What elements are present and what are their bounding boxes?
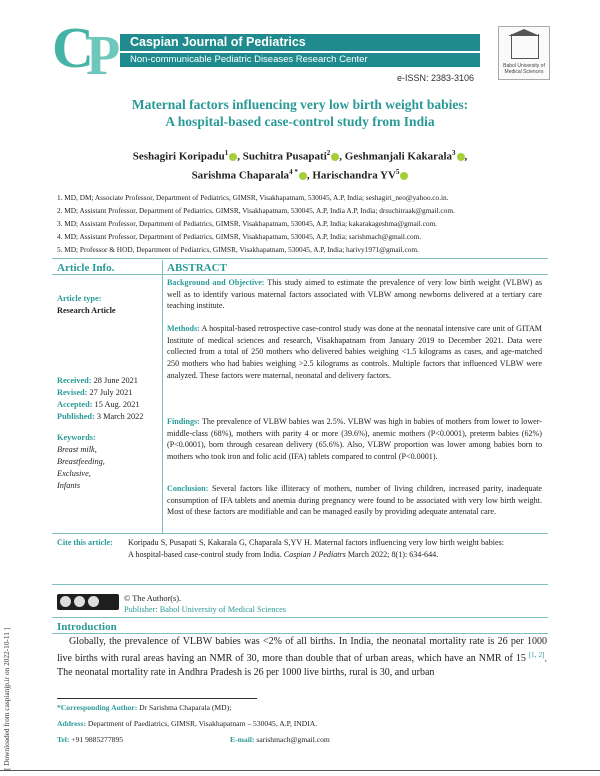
affiliation-4: 4. MD; Assistant Professor, Department of Pediatrics, GIMSR, Visakhapatnam, 530045, A.P, India; sarishmach@gmail.com. bbox=[57, 232, 422, 241]
column-divider bbox=[162, 260, 163, 533]
author-sup: 1 bbox=[224, 149, 229, 157]
corr-label: *Corresponding Author: bbox=[57, 703, 138, 712]
university-logo bbox=[498, 26, 550, 80]
corr-value: Dr Sarishma Chaparala (MD); bbox=[137, 703, 232, 712]
date-value: 3 March 2022 bbox=[94, 412, 144, 421]
date-revised bbox=[57, 388, 132, 397]
background-text: This study aimed to estimate the prevalence of very low birth weight (VLBW) as well as to identify various maternal factors associated with VLBW among newborns delivered at a tertiary care teaching institute. bbox=[167, 278, 543, 311]
article-type-value: Research Article bbox=[57, 306, 116, 315]
affiliation-5: 5. MD; Professor & HOD, Department of Pediatrics, GIMSR, Visakhapatnam, 530045, A.P, India; harivy1971@gmail.com. bbox=[57, 245, 419, 254]
author-name[interactable]: Harischandra YV bbox=[312, 169, 396, 182]
divider bbox=[52, 584, 548, 585]
download-note bbox=[2, 560, 16, 770]
author-name[interactable]: Geshmanjali Kakarala bbox=[344, 150, 453, 163]
keyword: Breastfeeding, bbox=[57, 457, 105, 466]
keyword: Infants bbox=[57, 481, 81, 490]
copyright: © The Author(s). bbox=[124, 594, 182, 603]
introduction-text bbox=[57, 635, 547, 680]
cite-journal: Caspian J Pediatrs bbox=[283, 549, 346, 559]
email bbox=[230, 735, 330, 744]
title-line-1: Maternal factors influencing very low birth weight babies: bbox=[131, 97, 469, 112]
findings-label: Findings: bbox=[167, 417, 200, 426]
article-title bbox=[40, 96, 560, 130]
university-logo-caption: Babol University of Medical Sciences bbox=[503, 63, 545, 75]
date-value: 28 June 2021 bbox=[91, 376, 138, 385]
author-sup: 5 bbox=[395, 167, 400, 176]
intro-text-b: . The neonatal mortality rate in Andhra Pradesh is 26 per 1000 live births, rural is 30, and urban bbox=[57, 653, 547, 678]
keywords-label: Keywords: bbox=[57, 433, 96, 442]
divider bbox=[52, 533, 548, 534]
page-bottom-rule bbox=[0, 770, 600, 771]
abstract-conclusion bbox=[167, 483, 542, 518]
author-sep: , bbox=[464, 150, 468, 163]
corresponding-author bbox=[57, 703, 231, 712]
email-label: E-mail: bbox=[230, 735, 255, 744]
affiliation-2: 2. MD; Assistant Professor, Department of Pediatrics, GIMSR, Visakhapatnam, 530045, A.P, India A.P, India; drsuchitraak@gmail.com. bbox=[57, 206, 455, 215]
orcid-icon[interactable] bbox=[299, 172, 307, 180]
date-label: Accepted: bbox=[57, 400, 93, 409]
author-sup: 2 bbox=[326, 149, 331, 157]
abstract-findings bbox=[167, 416, 542, 463]
date-published bbox=[57, 412, 143, 421]
publisher bbox=[124, 604, 286, 615]
date-label: Revised: bbox=[57, 388, 88, 397]
divider bbox=[52, 258, 548, 259]
article-type-label: Article type: bbox=[57, 294, 102, 303]
affiliation-3: 3. MD; Assistant Professor, Department of Pediatrics, GIMSR, Visakhapatnam, 530045, A.P, India; kakarakageshma@gmail.com. bbox=[57, 219, 437, 228]
date-label: Received: bbox=[57, 376, 92, 385]
date-accepted bbox=[57, 400, 140, 409]
conclusion-text: Several factors like illiteracy of mothers, number of living children, increased parity, inadequate consumption of IFA tablets and anemia during pregnancy were found to be associated with very low birth weight. Most of these factors are modifiable and can be managed easily by providing adequate antenatal care. bbox=[167, 484, 542, 517]
conclusion-label: Conclusion: bbox=[167, 484, 209, 493]
author-list bbox=[40, 146, 560, 183]
publisher-value: Babol University of Medical Sciences bbox=[157, 605, 286, 614]
author-sup: 4 * bbox=[289, 167, 298, 176]
findings-text: The prevalence of VLBW babies was 2.5%. VLBW was high in babies of mothers from lower to lower-middle-class (68%), mothers with parity 4 or more (39.6%), anemic mothers (P<0.0001), preterm babies (62%) (P<0.0001), born through cesarean delivery (65.6%). Also, VLBW proportion was lower among babies born to mothers who took iron and folic acid (IFA) tablets compared to control (P<0.0001). bbox=[167, 417, 542, 462]
publisher-label: Publisher: bbox=[124, 605, 158, 614]
logo-letter-c: C bbox=[52, 15, 94, 80]
tel-label: Tel: bbox=[57, 735, 70, 744]
date-label: Published: bbox=[57, 412, 95, 421]
by-icon bbox=[74, 596, 85, 607]
author-name[interactable]: Suchitra Pusapati bbox=[242, 150, 327, 163]
abstract-methods bbox=[167, 323, 542, 382]
keyword: Exclusive, bbox=[57, 469, 91, 478]
building-icon bbox=[511, 34, 539, 59]
email-value: sarishmach@gmail.com bbox=[254, 735, 330, 744]
divider bbox=[52, 617, 548, 618]
address-value: Department of Paediatrics, GIMSR, Visakhapatnam – 530045, A.P, INDIA. bbox=[85, 719, 318, 728]
cite-body: Koripadu S, Pusapati S, Kakarala G, Chaparala S,YV H. Maternal factors influencing very low birth weight babies: A hospital-based case-control study from India. bbox=[128, 538, 504, 559]
cite-rest: March 2022; 8(1): 634-644. bbox=[345, 549, 439, 559]
divider bbox=[52, 274, 548, 275]
author-sep: , bbox=[237, 150, 243, 163]
affiliation-1: 1. MD, DM; Associate Professor, Department of Pediatrics, GIMSR, Visakhapatnam, 530045, A.P, India; seshagiri_neo@yahoo.co.in. bbox=[57, 193, 449, 202]
intro-ref[interactable]: [1, 2] bbox=[528, 650, 545, 659]
orcid-icon[interactable] bbox=[400, 172, 408, 180]
article-info-header: Article Info. bbox=[57, 262, 115, 274]
keyword: Breast milk, bbox=[57, 445, 97, 454]
author-sep: , bbox=[306, 169, 313, 182]
abstract-header: ABSTRACT bbox=[167, 262, 227, 274]
journal-name: Caspian Journal of Pediatrics bbox=[130, 35, 306, 49]
tel-value: +91 9885277895 bbox=[69, 735, 124, 744]
cc-license-badge[interactable] bbox=[57, 594, 119, 610]
address-label: Address: bbox=[57, 719, 86, 728]
author-sup: 3 bbox=[452, 149, 456, 157]
author-sep: , bbox=[339, 150, 345, 163]
logo-letter-jp: P bbox=[86, 25, 121, 87]
address bbox=[57, 719, 317, 728]
eissn: e-ISSN: 2383-3106 bbox=[396, 73, 474, 83]
title-line-2: A hospital-based case-control study from India bbox=[165, 114, 435, 129]
date-value: 15 Aug. 2021 bbox=[92, 400, 140, 409]
abstract-background bbox=[167, 277, 542, 312]
cc-icon bbox=[60, 596, 71, 607]
cite-label: Cite this article: bbox=[57, 538, 113, 547]
orcid-icon[interactable] bbox=[457, 153, 465, 161]
journal-logo bbox=[52, 15, 124, 87]
date-value: 27 July 2021 bbox=[87, 388, 133, 397]
download-note-text: [ Downloaded from caspianjp.ir on 2022-10-11 ] bbox=[2, 627, 11, 770]
author-name[interactable]: Seshagiri Koripadu bbox=[132, 150, 225, 163]
date-received bbox=[57, 376, 138, 385]
footnote-rule bbox=[57, 698, 257, 699]
journal-name-banner bbox=[120, 34, 480, 51]
nc-icon bbox=[88, 596, 99, 607]
license-info bbox=[124, 593, 286, 615]
center-name: Non-communicable Pediatric Diseases Research Center bbox=[130, 54, 368, 65]
background-label: Background and Objective: bbox=[167, 278, 265, 287]
methods-label: Methods: bbox=[167, 324, 200, 333]
methods-text: A hospital-based retrospective case-control study was done at the neonatal intensive care unit of GITAM Institute of medical sciences and research, Visakhapatnam from January 2019 to December 2021. Data were collected from a total of 250 mothers who delivered babies weighing <1.5 kilograms as cases, and age-matched 250 mothers who had babies weighing >2.5 kilograms as controls. Multiple factors that influenced VLBW were analyzed. These factors were maternal, neonatal and delivery factors. bbox=[167, 324, 542, 380]
cite-text bbox=[128, 537, 504, 560]
telephone bbox=[57, 735, 123, 744]
introduction-header: Introduction bbox=[57, 621, 117, 633]
author-name[interactable]: Sarishma Chaparala bbox=[191, 169, 290, 182]
intro-text-a: Globally, the prevalence of VLBW babies was <2% of all births. In India, the neonatal mortality rate is 26 per 1000 live births with rural areas having an NMR of 30, more than double that of urban areas, which have an NMR of 15 bbox=[57, 636, 547, 665]
center-banner bbox=[120, 53, 480, 67]
divider bbox=[52, 633, 548, 634]
